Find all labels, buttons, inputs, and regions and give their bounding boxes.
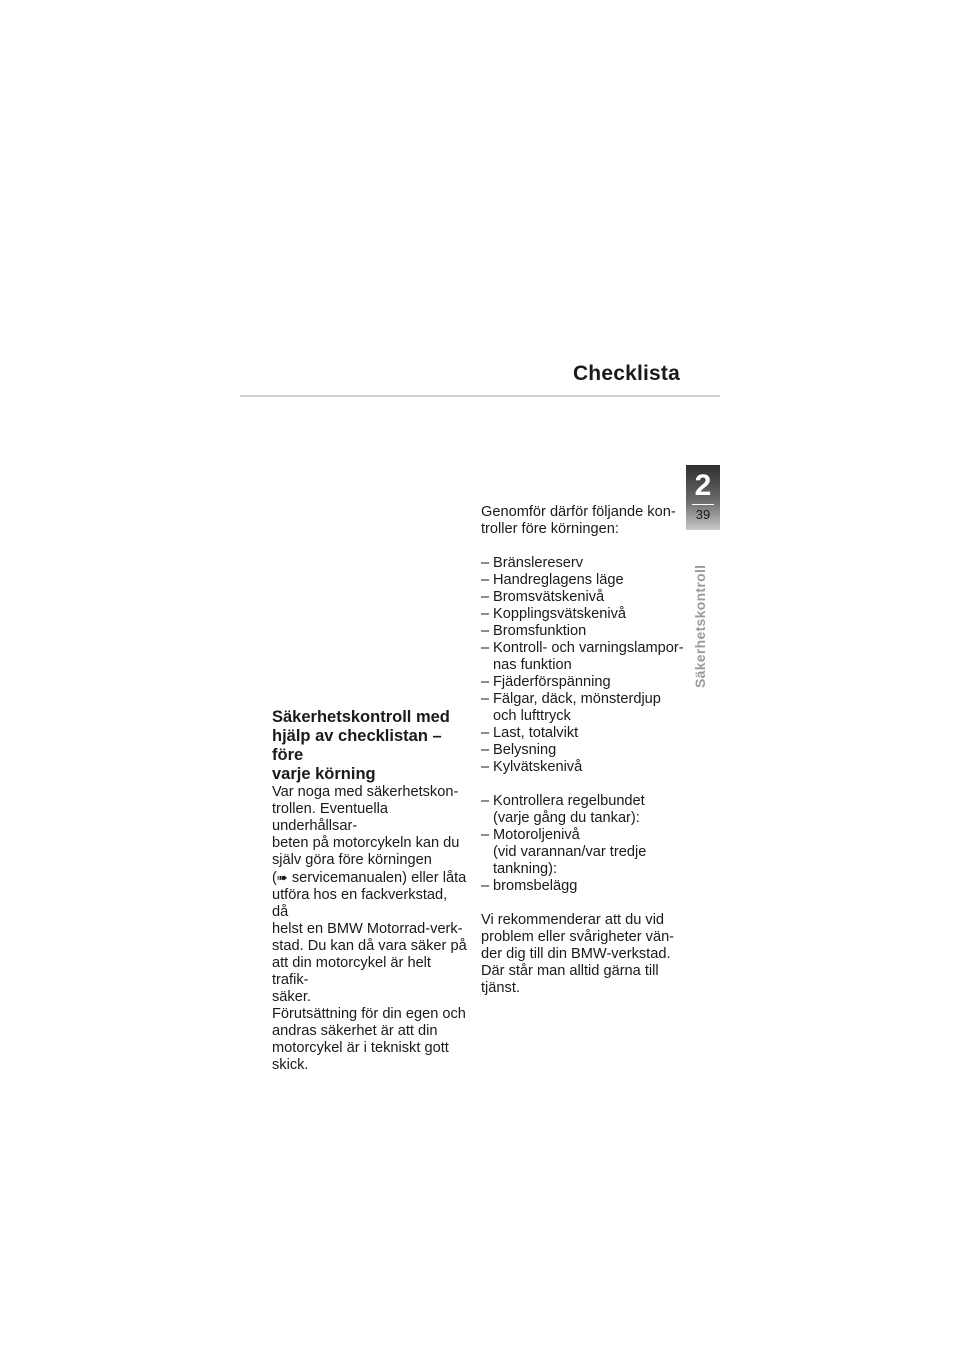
closing-line: problem eller svårigheter vän- — [481, 929, 675, 945]
item-text: – Kontroll- och varningslampor- — [493, 640, 684, 656]
item-text: nas funktion — [493, 657, 572, 673]
checklist-item — [481, 572, 686, 589]
checklist-item — [481, 640, 686, 674]
checklist-item — [481, 606, 686, 623]
body-line: Var noga med säkerhetskon- — [272, 784, 459, 800]
body-line-with-reference — [272, 869, 467, 887]
closing-line: tjänst. — [481, 980, 520, 996]
closing-line: Vi rekommenderar att du vid — [481, 912, 665, 928]
title-divider — [240, 395, 720, 397]
item-text: – Belysning — [493, 742, 557, 758]
intro-line: troller före körningen: — [481, 521, 619, 537]
checklist-item — [481, 623, 686, 640]
body-line: själv göra före körningen — [272, 852, 432, 868]
periodic-item — [481, 878, 686, 895]
closing-line: der dig till din BMW-verkstad. — [481, 946, 671, 962]
checklist — [481, 555, 686, 776]
chapter-tab — [686, 465, 720, 530]
item-text: – Fjäderförspänning — [493, 674, 611, 690]
item-text: – Handreglagens läge — [493, 572, 624, 588]
periodic-checks — [481, 793, 686, 895]
heading-line: Säkerhetskontroll med — [272, 708, 450, 726]
body-text — [272, 784, 467, 1074]
periodic-item — [481, 827, 686, 878]
checklist-item — [481, 759, 686, 776]
body-line: beten på motorcykeln kan du — [272, 835, 460, 851]
body-line: trollen. Eventuella underhållsar- — [272, 801, 389, 834]
item-text: – Kontrollera regelbundet — [493, 793, 645, 809]
left-column — [272, 708, 467, 1074]
right-column — [481, 504, 686, 997]
intro-line: Genomför därför följande kon- — [481, 504, 676, 520]
body-line: helst en BMW Motorrad-verk- — [272, 921, 463, 937]
closing-text — [481, 912, 686, 997]
reference-text: servicemanualen) eller låta — [291, 870, 467, 886]
checklist-item — [481, 674, 686, 691]
body-line: stad. Du kan då vara säker på — [272, 938, 467, 954]
item-text: – Motoroljenivå — [493, 827, 580, 843]
item-text: (vid varannan/var tredje — [493, 844, 647, 860]
heading-line: hjälp av checklistan – före — [272, 727, 442, 764]
chapter-number: 2 — [694, 469, 712, 502]
body-line: Förutsättning för din egen och — [272, 1006, 466, 1022]
item-text: (varje gång du tankar): — [493, 810, 640, 826]
item-text: – Last, totalvikt — [493, 725, 579, 741]
closing-line: Där står man alltid gärna till — [481, 963, 659, 979]
item-text: – Fälgar, däck, mönsterdjup — [493, 691, 661, 707]
checklist-item — [481, 691, 686, 725]
page-title: Checklista — [572, 362, 680, 385]
item-text: – Bränslereserv — [493, 555, 584, 571]
item-text: – Kopplingsvätskenivå — [493, 606, 627, 622]
body-line: säker. — [272, 989, 311, 1005]
body-line: skick. — [272, 1057, 309, 1073]
item-text: – bromsbelägg — [493, 878, 578, 894]
intro-text — [481, 504, 686, 538]
body-line: motorcykel är i tekniskt gott — [272, 1040, 449, 1056]
item-text: och lufttryck — [493, 708, 571, 724]
body-line: andras säkerhet är att din — [272, 1023, 438, 1039]
checklist-item — [481, 725, 686, 742]
checklist-item — [481, 555, 686, 572]
periodic-item — [481, 793, 686, 827]
chapter-divider — [692, 504, 714, 505]
item-text: – Bromsvätskenivå — [493, 589, 605, 605]
reference-paren: ( — [272, 870, 277, 886]
item-text: – Bromsfunktion — [493, 623, 587, 639]
section-heading — [272, 708, 467, 784]
item-text: tankning): — [493, 861, 558, 877]
reference-arrow-icon: ➠ — [276, 870, 288, 885]
body-line: utföra hos en fackverkstad, då — [272, 887, 448, 920]
checklist-item — [481, 742, 686, 759]
section-label: Säkerhetskontroll — [692, 564, 708, 688]
page-number: 39 — [695, 507, 711, 522]
checklist-item — [481, 589, 686, 606]
heading-line: varje körning — [272, 765, 376, 783]
item-text: – Kylvätskenivå — [493, 759, 583, 775]
body-line: att din motorcykel är helt trafik- — [272, 955, 431, 988]
